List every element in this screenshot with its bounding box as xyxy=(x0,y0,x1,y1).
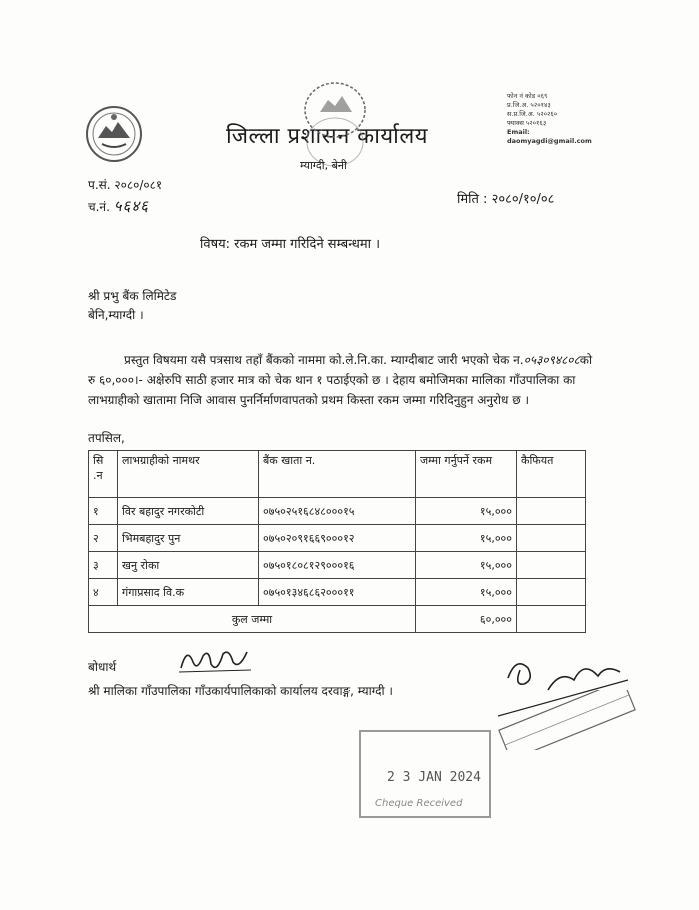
dispatch-value: ५६४६ xyxy=(113,197,149,215)
contact-info xyxy=(507,92,597,146)
table-header-row xyxy=(89,451,586,498)
cell-serial: ३ xyxy=(89,552,118,579)
cc-recipient: श्री मालिका गाँउपालिका गाँउकार्यपालिकाको कार्यालय दरवाङ्ग, म्याग्दी । xyxy=(88,684,393,698)
handwritten-signature xyxy=(175,644,255,678)
letter-reference-number: प.सं. २०८०/०८१ xyxy=(88,178,163,192)
header-serial: सि .न xyxy=(89,451,118,498)
cell-serial: ४ xyxy=(89,579,118,606)
cell-account: ०७५०१३४६८६२०००११ xyxy=(259,579,416,606)
recipient-address xyxy=(88,287,176,325)
cell-name: भिमबहादुर पुन xyxy=(118,525,259,552)
table-row xyxy=(89,525,586,552)
total-amount: ६०,००० xyxy=(416,606,517,633)
cell-name: विर बहादुर नगरकोटी xyxy=(118,498,259,525)
body-part-2: को रु ६०,०००।- अक्षेरुपि साठी हजार मात्र को चेक थान १ पठाईएको छ । देहाय बमोजिमका मालिका गाँउपालिका का लाभग्राहीको खातामा निजि आवास पुनर्निर्माणवापतको प्रथम किस्ता रकम जम्मा गरिदिनुहुन अनुरोध छ । xyxy=(88,353,593,407)
cell-amount: १५,००० xyxy=(416,525,517,552)
cell-account: ०७५०२०९१६६९०००१२ xyxy=(259,525,416,552)
cell-serial: १ xyxy=(89,498,118,525)
cell-amount: १५,००० xyxy=(416,498,517,525)
contact-phone: फोन नं कोड ०६९ xyxy=(507,92,548,100)
total-remarks xyxy=(517,606,586,633)
header-bank-account: बैंक खाता न. xyxy=(259,451,416,498)
stamp-date: 2 3 JAN 2024 xyxy=(387,770,481,785)
cell-amount: १५,००० xyxy=(416,552,517,579)
cell-account: ०७५०१८०८१२९०००१६ xyxy=(259,552,416,579)
recipient-name: श्री प्रभु बैंक लिमिटेड xyxy=(88,289,177,303)
cell-account: ०७५०२५१६८४८०००१५ xyxy=(259,498,416,525)
cell-amount: १५,००० xyxy=(416,579,517,606)
recipient-location: बेनि,म्याग्दी । xyxy=(88,308,144,322)
stamp-footer: Cheque Received xyxy=(375,798,463,809)
header-beneficiary-name: लाभग्राहीको नामथर xyxy=(118,451,259,498)
details-label: तपसिल, xyxy=(88,431,125,445)
contact-email-label: Email: xyxy=(507,128,530,136)
cell-name: खनु रोका xyxy=(118,552,259,579)
bank-received-stamp xyxy=(359,730,491,818)
dispatch-number xyxy=(88,196,149,216)
table-row xyxy=(89,552,586,579)
cell-remarks xyxy=(517,552,586,579)
contact-cdo: प्र.जि.अ. ५२०१४३ xyxy=(507,101,551,109)
cheque-number: ०५३०९४८०८ xyxy=(523,353,580,367)
header-remarks: कैफियत xyxy=(517,451,586,498)
cell-remarks xyxy=(517,579,586,606)
nepal-emblem-logo xyxy=(84,104,144,164)
cell-remarks xyxy=(517,525,586,552)
body-part-1: प्रस्तुत विषयमा यसै पत्रसाथ तहाँ बैंकको नाममा को.ले.नि.का. म्याग्दीबाट जारी भएको चेक न. xyxy=(124,353,524,367)
letter-body xyxy=(88,350,598,410)
district-address: म्याग्दी, बेनी xyxy=(300,159,347,172)
cell-remarks xyxy=(517,498,586,525)
header-amount: जम्मा गर्नुपर्ने रकम xyxy=(416,451,517,498)
table-row xyxy=(89,498,586,525)
table-row xyxy=(89,579,586,606)
cell-serial: २ xyxy=(89,525,118,552)
contact-email: daomyagdi@gmail.com xyxy=(507,137,592,145)
table-total-row xyxy=(89,606,586,633)
official-stamp xyxy=(492,690,642,750)
letter-subject: विषय: रकम जम्मा गरिदिने सम्बन्धमा । xyxy=(200,237,381,252)
letter-date: मिति : २०८०/१०/०८ xyxy=(457,192,555,207)
beneficiary-table xyxy=(88,450,586,633)
contact-fax: फ्याक्स ५२०१६३ xyxy=(507,119,547,127)
office-title: जिल्ला प्रशासन कार्यालय xyxy=(226,124,429,149)
contact-acdo: स.प्र.जि.अ. ५२०२६० xyxy=(507,110,558,118)
cell-name: गंगाप्रसाद वि.क xyxy=(118,579,259,606)
dispatch-label: च.नं. xyxy=(88,200,110,214)
cc-label: बोधार्थ xyxy=(88,660,117,674)
total-label: कुल जम्मा xyxy=(89,606,416,633)
